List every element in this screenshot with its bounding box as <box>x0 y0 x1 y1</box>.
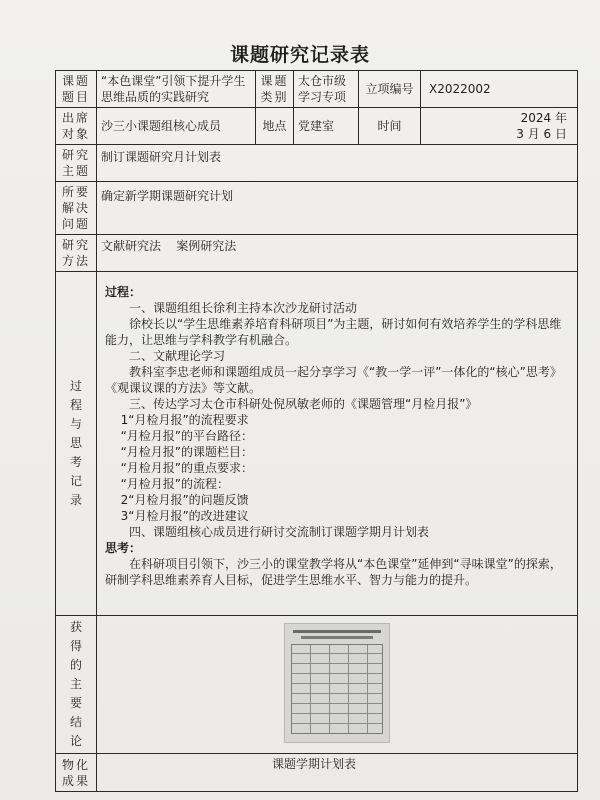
process-line: “月检月报”的课题栏目： <box>120 445 254 459</box>
process-label-char: 思 <box>69 436 82 450</box>
topic-value: “本色课堂”引领下提升学生思维品质的实践研究 <box>97 71 256 108</box>
result-label: 物化成果 <box>56 754 97 792</box>
process-label-char: 过 <box>69 379 82 393</box>
result-value: 课题学期计划表 <box>97 754 578 792</box>
process-line: 3“月检月报”的改进建议 <box>120 509 249 523</box>
process-heading: 过程： <box>105 285 142 299</box>
conclusion-label-char: 结 <box>69 715 82 729</box>
process-line: 徐校长以“学生思维素养培育科研项目”为主题，研讨如何有效培养学生的学科思维能力，让思维与学科教学有机融合。 <box>105 317 562 347</box>
process-line: “月检月报”的平台路径： <box>120 429 254 443</box>
theme-label: 研究主题 <box>56 145 97 182</box>
process-line: “月检月报”的流程： <box>120 477 230 491</box>
attendees-value: 沙三小课题组核心成员 <box>97 108 256 145</box>
think-text: 在科研项目引领下，沙三小的课堂教学将从“本色课堂”延伸到“寻味课堂”的探索，研制学科思维素养育人目标，促进学生思维水平、智力与能力的提升。 <box>105 557 562 587</box>
process-line: 四、课题组核心成员进行研讨交流制订课题学期月计划表 <box>129 525 430 539</box>
process-line: 一、课题组组长徐利主持本次沙龙研讨活动 <box>129 301 358 315</box>
conclusion-label-char: 主 <box>69 677 82 691</box>
row-theme <box>56 145 578 182</box>
row-method <box>56 235 578 272</box>
attendees-label: 出席对象 <box>56 108 97 145</box>
theme-value: 制订课题研究月计划表 <box>97 145 578 182</box>
conclusion-label-char: 得 <box>69 639 82 653</box>
category-label: 课题类别 <box>256 71 294 108</box>
conclusion-content <box>97 616 578 754</box>
process-label <box>56 272 97 616</box>
topic-label: 课题题目 <box>56 71 97 108</box>
problem-label: 所要解决问题 <box>56 182 97 235</box>
time-date: 3 月 6 日 <box>516 127 567 141</box>
conclusion-label <box>56 616 97 754</box>
process-label-char: 记 <box>69 474 82 488</box>
process-label-char: 程 <box>69 398 82 412</box>
think-heading: 思考： <box>105 541 142 555</box>
category-value: 太仓市级学习专项 <box>294 71 359 108</box>
row-attendees <box>56 108 578 145</box>
process-line: “月检月报”的重点要求： <box>120 461 254 475</box>
process-label-char: 考 <box>69 455 82 469</box>
process-content <box>97 272 578 616</box>
row-conclusion <box>56 616 578 754</box>
time-label: 时间 <box>359 108 421 145</box>
row-topic <box>56 71 578 108</box>
conclusion-label-char: 论 <box>69 734 82 748</box>
row-problem <box>56 182 578 235</box>
problem-value: 确定新学期课题研究计划 <box>97 182 578 235</box>
plan-table-photo <box>284 623 390 743</box>
process-line: 二、文献理论学习 <box>129 349 226 363</box>
project-no-label: 立项编号 <box>359 71 421 108</box>
process-label-char: 录 <box>69 493 82 507</box>
project-no-value: X2022002 <box>421 71 578 108</box>
method-label: 研究方法 <box>56 235 97 272</box>
process-label-char: 与 <box>69 417 82 431</box>
time-year: 2024 年 <box>520 111 567 125</box>
document-title: 课题研究记录表 <box>229 44 370 66</box>
conclusion-label-char: 要 <box>69 696 82 710</box>
location-label: 地点 <box>256 108 294 145</box>
location-value: 党建室 <box>294 108 359 145</box>
conclusion-label-char: 的 <box>69 658 82 672</box>
process-line: 三、传达学习太仓市科研处倪夙敏老师的《课题管理“月检月报”》 <box>129 397 478 411</box>
conclusion-label-char: 获 <box>69 620 82 634</box>
process-line: 1“月检月报”的流程要求 <box>120 413 249 427</box>
method-value: 文献研究法 案例研究法 <box>97 235 578 272</box>
time-value <box>421 108 578 145</box>
process-line: 2“月检月报”的问题反馈 <box>120 493 249 507</box>
record-table <box>55 70 578 792</box>
row-process <box>56 272 578 616</box>
process-line: 教科室李忠老师和课题组成员一起分享学习《“教一学一评”一体化的“核心”思考》《观课议课的方法》等文献。 <box>105 365 562 395</box>
row-result <box>56 754 578 792</box>
